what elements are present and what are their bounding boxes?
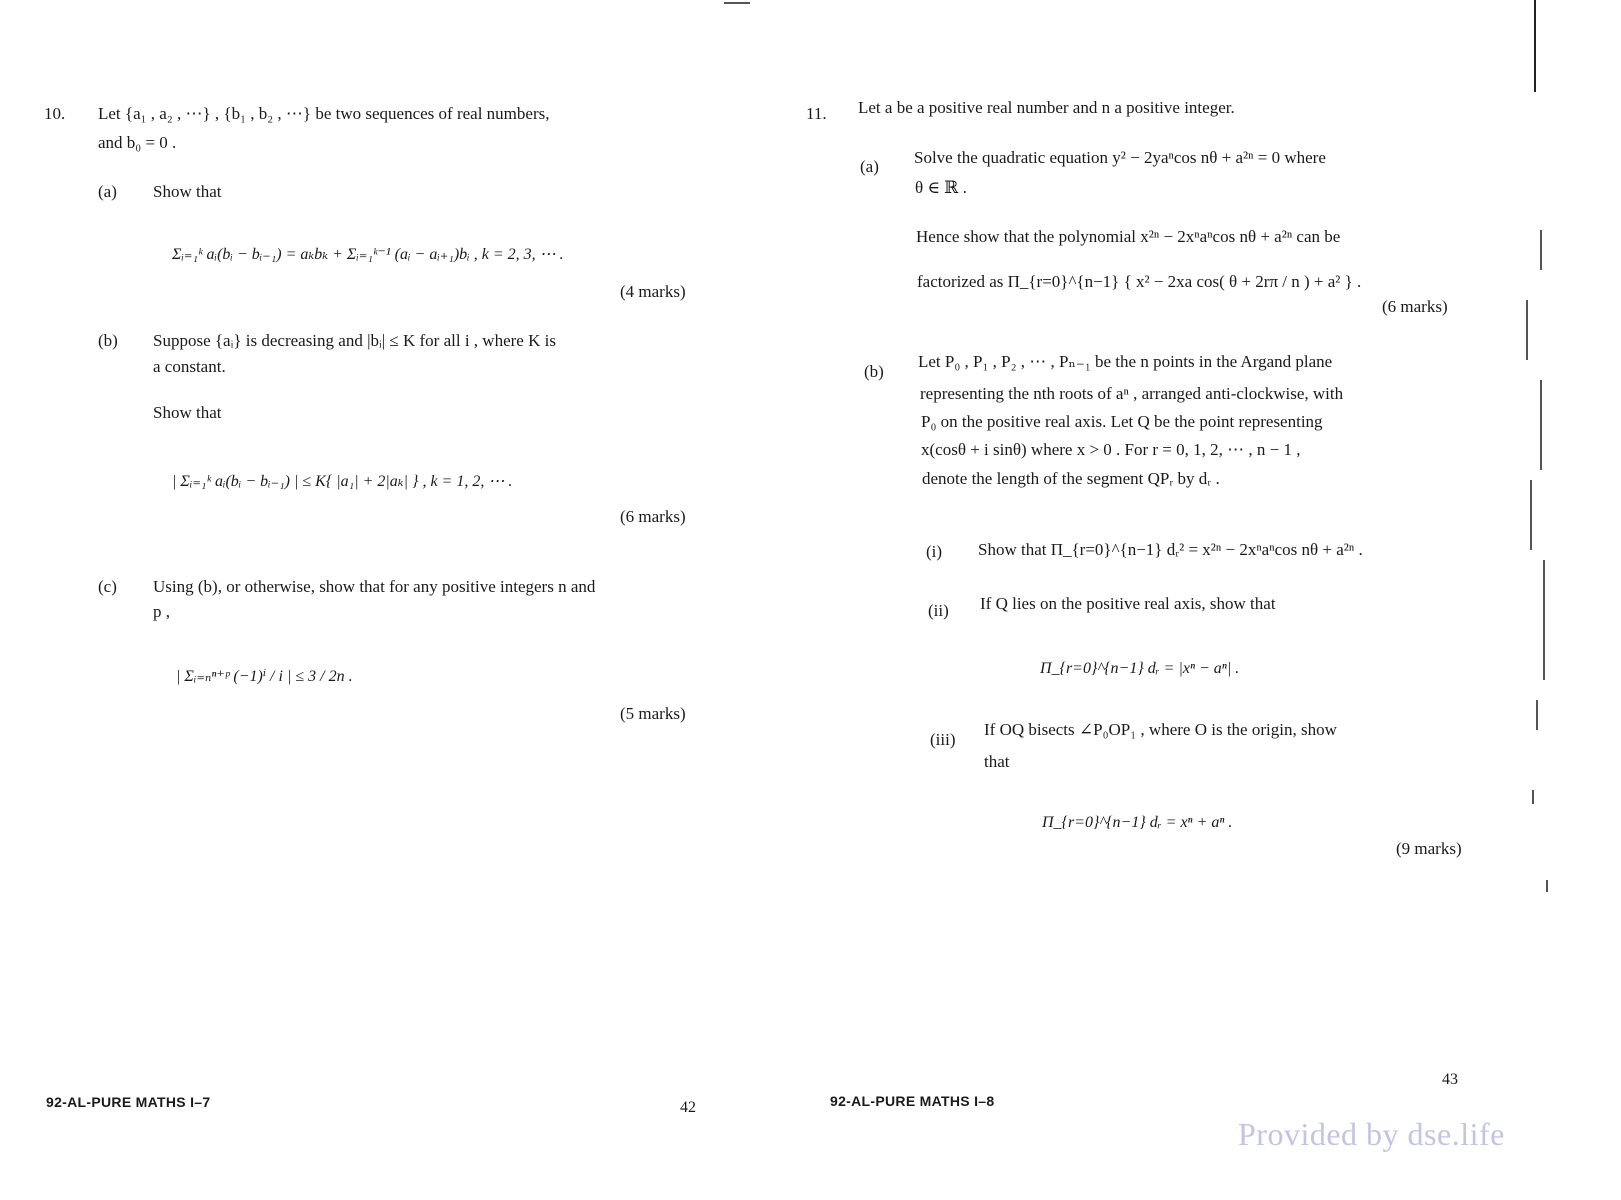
q11-part-b-line3: P₀ on the positive real axis. Let Q be the point representing <box>921 412 1323 431</box>
q10-part-c-text-line2: p , <box>153 602 170 621</box>
q11-sub-ii-label: (ii) <box>928 601 949 620</box>
scan-speck <box>1546 880 1548 892</box>
scan-speck <box>1540 380 1542 470</box>
q11-sub-iii-label: (iii) <box>930 730 956 749</box>
q10-part-c-label: (c) <box>98 577 117 596</box>
question-10-intro-line1: Let {a₁ , a₂ , ⋯} , {b₁ , b₂ , ⋯} be two sequences of real numbers, <box>98 104 550 123</box>
q11-part-b-label: (b) <box>864 362 884 381</box>
q11-part-a-hence-line1: Hence show that the polynomial x²ⁿ − 2xⁿaⁿcos nθ + a²ⁿ can be <box>916 227 1341 246</box>
right-page-number: 43 <box>1442 1071 1458 1088</box>
q11-part-a-label: (a) <box>860 157 879 176</box>
question-11-intro: Let a be a positive real number and n a positive integer. <box>858 98 1235 117</box>
q10-part-c-equation: | Σᵢ₌ₙⁿ⁺ᵖ (−1)ⁱ / i | ≤ 3 / 2n . <box>176 668 353 685</box>
watermark: Provided by dse.life <box>1238 1116 1505 1152</box>
q11-part-b-line4: x(cosθ + i sinθ) where x > 0 . For r = 0, 1, 2, ⋯ , n − 1 , <box>921 440 1301 459</box>
q11-part-a-marks: (6 marks) <box>1382 297 1448 316</box>
q10-part-a-text: Show that <box>153 182 222 201</box>
q11-sub-i-label: (i) <box>926 542 943 561</box>
q10-part-b-equation: | Σᵢ₌₁ᵏ aᵢ(bᵢ − bᵢ₋₁) | ≤ K{ |a₁| + 2|aₖ| } , k = 1, 2, ⋯ . <box>172 473 513 490</box>
q10-part-c-marks: (5 marks) <box>620 704 686 723</box>
question-11-number: 11. <box>806 104 827 123</box>
q10-part-b-marks: (6 marks) <box>620 507 686 526</box>
q11-part-a-hence-line2: factorized as Π_{r=0}^{n−1} { x² − 2xa cos( θ + 2rπ / n ) + a² } . <box>917 272 1362 291</box>
q11-sub-ii-equation: Π_{r=0}^{n−1} dᵣ = |xⁿ − aⁿ| . <box>1040 660 1240 677</box>
q11-part-b-marks: (9 marks) <box>1396 839 1462 858</box>
q10-part-b-text-line2: a constant. <box>153 357 226 376</box>
scan-speck <box>1532 790 1534 804</box>
scan-speck <box>1536 700 1538 730</box>
q11-sub-ii-text: If Q lies on the positive real axis, show that <box>980 594 1276 613</box>
scan-speck <box>1530 480 1532 550</box>
q11-sub-iii-text-line2: that <box>984 752 1010 771</box>
q11-part-a-text-line1: Solve the quadratic equation y² − 2yaⁿcos nθ + a²ⁿ = 0 where <box>914 148 1326 167</box>
q11-part-a-text-line2: θ ∈ ℝ . <box>915 178 967 197</box>
q10-part-c-text-line1: Using (b), or otherwise, show that for any positive integers n and <box>153 577 596 596</box>
q10-part-b-label: (b) <box>98 331 118 350</box>
question-10-number: 10. <box>44 104 66 123</box>
left-footer: 92-AL-PURE MATHS I–7 <box>46 1094 211 1110</box>
scan-speck <box>1540 230 1542 270</box>
question-10-intro-line2: and b₀ = 0 . <box>98 133 177 152</box>
q10-part-a-marks: (4 marks) <box>620 282 686 301</box>
scan-speck <box>1543 560 1545 680</box>
scan-speck <box>724 2 750 4</box>
q11-sub-iii-equation: Π_{r=0}^{n−1} dᵣ = xⁿ + aⁿ . <box>1042 814 1233 831</box>
q11-part-b-line1: Let P₀ , P₁ , P₂ , ⋯ , Pₙ₋₁ be the n points in the Argand plane <box>918 352 1333 371</box>
q11-part-b-line5: denote the length of the segment QPᵣ by dᵣ . <box>922 469 1220 488</box>
left-page-number: 42 <box>680 1099 696 1116</box>
q11-part-b-line2: representing the nth roots of aⁿ , arranged anti-clockwise, with <box>920 384 1344 403</box>
scan-edge-line <box>1534 0 1536 92</box>
q10-part-a-equation: Σᵢ₌₁ᵏ aᵢ(bᵢ − bᵢ₋₁) = aₖbₖ + Σᵢ₌₁ᵏ⁻¹ (aᵢ − aᵢ₊₁)bᵢ , k = 2, 3, ⋯ . <box>172 246 564 263</box>
scan-speck <box>1526 300 1528 360</box>
q10-part-b-show: Show that <box>153 403 222 422</box>
q10-part-a-label: (a) <box>98 182 117 201</box>
right-footer: 92-AL-PURE MATHS I–8 <box>830 1093 995 1109</box>
q11-sub-i-text: Show that Π_{r=0}^{n−1} dᵣ² = x²ⁿ − 2xⁿaⁿcos nθ + a²ⁿ . <box>978 540 1363 559</box>
q11-sub-iii-text-line1: If OQ bisects ∠P₀OP₁ , where O is the origin, show <box>984 720 1337 739</box>
q10-part-b-text-line1: Suppose {aᵢ} is decreasing and |bᵢ| ≤ K for all i , where K is <box>153 331 556 350</box>
